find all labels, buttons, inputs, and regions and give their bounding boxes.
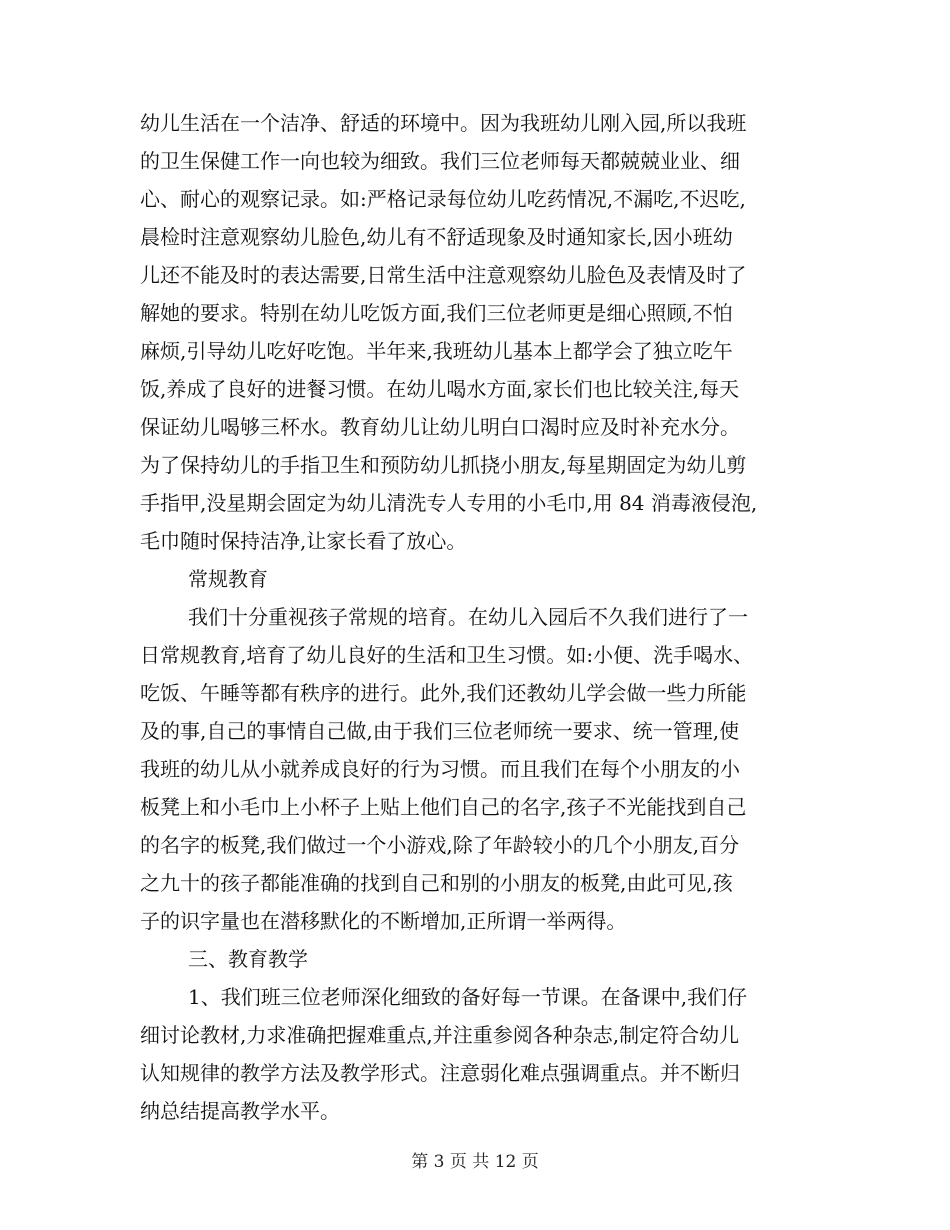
text-line: 毛巾随时保持洁净,让家长看了放心。 xyxy=(140,529,467,553)
text-line: 麻烦,引导幼儿吃好吃饱。半年来,我班幼儿基本上都学会了独立吃午 xyxy=(140,339,733,363)
text-line: 解她的要求。特别在幼儿吃饭方面,我们三位老师更是细心照顾,不怕 xyxy=(140,301,733,325)
text-line: 为了保持幼儿的手指卫生和预防幼儿抓挠小朋友,每星期固定为幼儿剪 xyxy=(140,453,747,477)
section-heading-teaching: 三、教育教学 xyxy=(188,947,308,971)
text-line: 我们十分重视孩子常规的培育。在幼儿入园后不久我们进行了一 xyxy=(188,605,748,629)
text-line: 保证幼儿喝够三杯水。教育幼儿让幼儿明白口渴时应及时补充水分。 xyxy=(140,415,740,439)
text-line: 手指甲,没星期会固定为幼儿清洗专人专用的小毛巾,用 84 消毒液侵泡, xyxy=(140,491,758,515)
page-number-footer: 第 3 页 共 12 页 xyxy=(411,1152,539,1172)
document-body xyxy=(140,104,820,1130)
section-heading-routine: 常规教育 xyxy=(188,567,268,591)
text-line: 1、我们班三位老师深化细致的备好每一节课。在备课中,我们仔 xyxy=(188,985,748,1009)
text-line: 的卫生保健工作一向也较为细致。我们三位老师每天都兢兢业业、细 xyxy=(140,149,740,173)
text-line: 饭,养成了良好的进餐习惯。在幼儿喝水方面,家长们也比较关注,每天 xyxy=(140,377,740,401)
text-line: 幼儿生活在一个洁净、舒适的环境中。因为我班幼儿刚入园,所以我班 xyxy=(140,111,747,135)
text-line: 晨检时注意观察幼儿脸色,幼儿有不舒适现象及时通知家长,因小班幼 xyxy=(140,225,733,249)
text-line: 子的识字量也在潜移默化的不断增加,正所谓一举两得。 xyxy=(140,909,627,933)
text-line: 儿还不能及时的表达需要,日常生活中注意观察幼儿脸色及表情及时了 xyxy=(140,263,747,287)
text-line: 之九十的孩子都能准确的找到自己和别的小朋友的板凳,由此可见,孩 xyxy=(140,871,733,895)
text-line: 认知规律的教学方法及教学形式。注意弱化难点强调重点。并不断归 xyxy=(140,1061,740,1085)
text-line: 心、耐心的观察记录。如:严格记录每位幼儿吃药情况,不漏吃,不迟吃, xyxy=(140,187,746,211)
text-line: 的名字的板凳,我们做过一个小游戏,除了年龄较小的几个小朋友,百分 xyxy=(140,833,740,857)
text-line: 吃饭、午睡等都有秩序的进行。此外,我们还教幼儿学会做一些力所能 xyxy=(140,681,747,705)
text-line: 纳总结提高教学水平。 xyxy=(140,1099,340,1123)
text-line: 板凳上和小毛巾上小杯子上贴上他们自己的名字,孩子不光能找到自己 xyxy=(140,795,747,819)
text-line: 日常规教育,培育了幼儿良好的生活和卫生习惯。如:小便、洗手喝水、 xyxy=(140,643,754,667)
text-line: 细讨论教材,力求准确把握难重点,并注重参阅各种杂志,制定符合幼儿 xyxy=(140,1023,740,1047)
text-line: 我班的幼儿从小就养成良好的行为习惯。而且我们在每个小朋友的小 xyxy=(140,757,740,781)
text-line: 及的事,自己的事情自己做,由于我们三位老师统一要求、统一管理,使 xyxy=(140,719,740,743)
